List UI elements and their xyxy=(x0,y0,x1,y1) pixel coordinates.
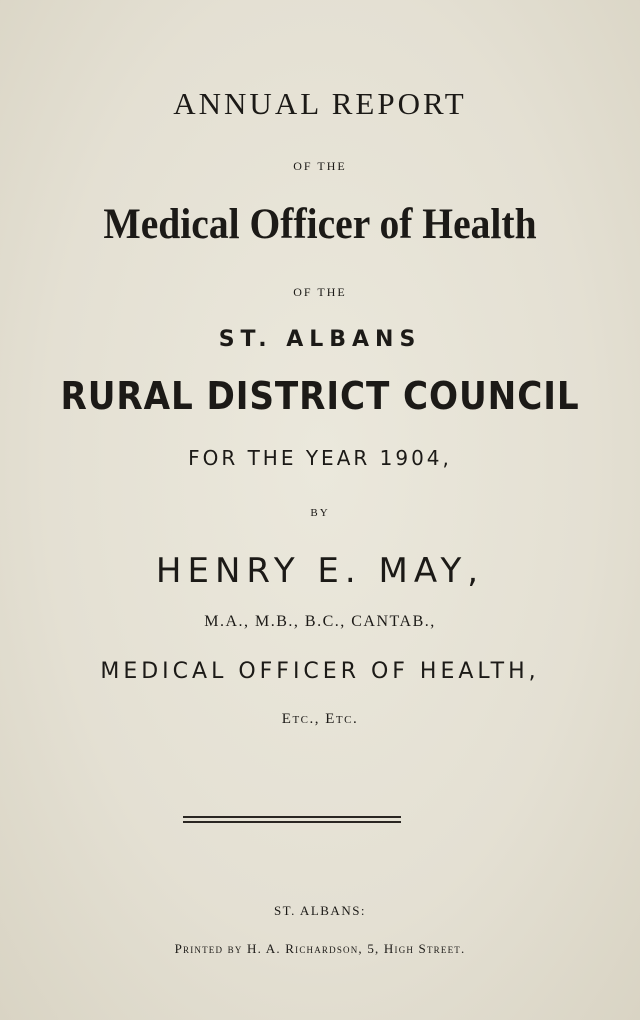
report-heading: ANNUAL REPORT xyxy=(173,86,467,121)
report-subject: Medical Officer of Health xyxy=(103,201,537,248)
imprint-printer: Printed by H. A. Richardson, 5, High Street. xyxy=(174,941,466,956)
of-the-text: OF THE xyxy=(293,285,347,299)
by-text: BY xyxy=(310,507,330,519)
divider-rule xyxy=(183,816,401,818)
imprint-place: ST. ALBANS: xyxy=(273,903,367,918)
year-line: FOR THE YEAR 1904, xyxy=(188,446,452,470)
council-name: RURAL DISTRICT COUNCIL xyxy=(60,374,580,418)
divider-rule xyxy=(183,821,401,823)
place-name: ST. ALBANS xyxy=(218,327,422,352)
author-title: MEDICAL OFFICER OF HEALTH, xyxy=(100,659,540,684)
author-name: HENRY E. MAY, xyxy=(155,551,485,591)
etc-text: Etc., Etc. xyxy=(281,711,359,727)
author-qualifications: M.A., M.B., B.C., CANTAB., xyxy=(204,613,436,630)
of-the-text: OF THE xyxy=(293,159,347,173)
